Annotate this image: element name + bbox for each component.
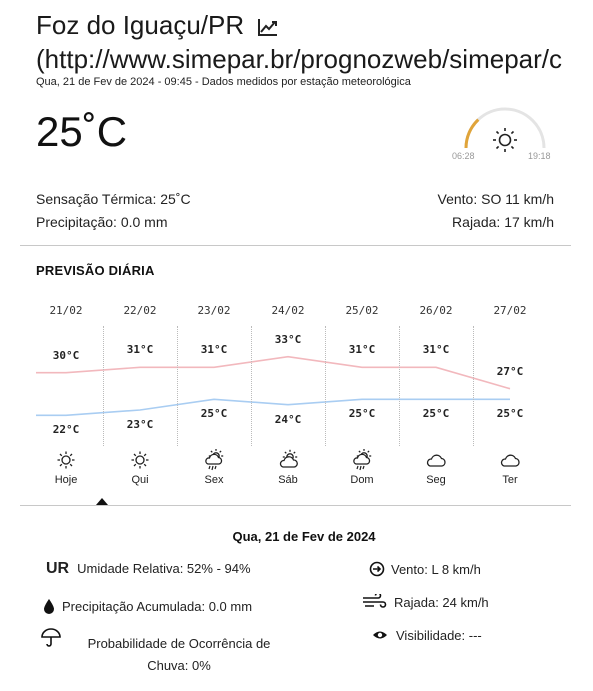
current-wind: Vento: SO 11 km/h <box>437 191 554 207</box>
day-label: Sex <box>204 474 224 486</box>
max-temp-label: 31°C <box>422 343 450 356</box>
detail-wind-row <box>369 561 481 577</box>
rain-prob-line1: Probabilidade de Ocorrência de <box>87 636 271 651</box>
forecast-day-22-02[interactable] <box>103 296 177 496</box>
sunset-time: 19:18 <box>528 151 551 161</box>
gust-wind-icon <box>362 594 388 610</box>
city-name: Foz do Iguaçu/PR <box>36 10 245 40</box>
divider-bottom <box>20 505 571 506</box>
current-gust: Rajada: 17 km/h <box>452 214 554 230</box>
min-temp-label: 25°C <box>496 407 524 420</box>
rain-prob-line2: Chuva: 0% <box>147 658 211 673</box>
max-temp-label: 31°C <box>200 343 228 356</box>
sun-icon <box>55 449 77 471</box>
min-temp-label: 24°C <box>274 413 302 426</box>
feels-like: Sensação Térmica: 25˚C <box>36 191 191 207</box>
sun-cloud-rain-icon <box>203 449 225 471</box>
min-temp-label: 25°C <box>422 407 450 420</box>
city-title <box>36 8 571 76</box>
current-precipitation: Precipitação: 0.0 mm <box>36 214 168 230</box>
day-date: 22/02 <box>123 304 157 317</box>
max-temp-label: 27°C <box>496 365 524 378</box>
day-label: Dom <box>350 474 374 486</box>
daily-forecast-strip <box>36 296 539 506</box>
precip-row <box>42 598 252 614</box>
detail-wind-value: Vento: L 8 km/h <box>391 562 481 577</box>
visibility-row <box>372 628 482 643</box>
daily-forecast-title: PREVISÃO DIÁRIA <box>36 263 155 278</box>
sun-icon <box>129 449 151 471</box>
min-temp-label: 23°C <box>126 418 154 431</box>
ur-icon: UR <box>46 560 70 577</box>
precip-value: Precipitação Acumulada: 0.0 mm <box>62 599 253 614</box>
cloud-icon <box>425 449 447 471</box>
visibility-value: Visibilidade: --- <box>396 628 482 643</box>
forecast-day-23-02[interactable] <box>177 296 251 496</box>
humidity-value: Umidade Relativa: 52% - 94% <box>77 561 251 576</box>
day-date: 25/02 <box>345 304 379 317</box>
forecast-day-26-02[interactable] <box>399 296 473 496</box>
sunrise-time: 06:28 <box>452 151 475 161</box>
humidity-row <box>46 560 251 578</box>
sun-icon <box>493 128 517 152</box>
measurement-subtitle: Qua, 21 de Fev de 2024 - 09:45 - Dados medidos por estação meteorológica <box>36 76 411 88</box>
day-label: Seg <box>426 474 446 486</box>
forecast-day-24-02[interactable] <box>251 296 325 496</box>
day-divider <box>473 326 474 446</box>
selected-day-pointer <box>96 498 108 505</box>
source-url[interactable]: (http://www.simepar.br/prognozweb/simepar/c <box>36 44 562 74</box>
divider-top <box>20 245 571 246</box>
forecast-day-27-02[interactable] <box>473 296 539 496</box>
sun-arc-widget <box>450 100 560 170</box>
wind-direction-icon <box>369 561 385 577</box>
trend-chart-icon[interactable] <box>257 17 279 37</box>
sun-cloud-icon <box>277 449 299 471</box>
sun-cloud-rain-icon <box>351 449 373 471</box>
min-temp-label: 25°C <box>200 407 228 420</box>
droplet-icon <box>42 598 56 614</box>
day-date: 21/02 <box>49 304 83 317</box>
min-temp-label: 22°C <box>52 423 80 436</box>
forecast-day-25-02[interactable] <box>325 296 399 496</box>
eye-icon <box>372 629 388 641</box>
max-temp-label: 33°C <box>274 333 302 346</box>
max-temp-label: 31°C <box>126 343 154 356</box>
day-label: Qui <box>131 474 149 486</box>
day-label: Hoje <box>54 474 78 486</box>
day-label: Sáb <box>278 474 298 486</box>
sun-arc-progress <box>466 120 478 148</box>
day-date: 27/02 <box>493 304 527 317</box>
forecast-day-21-02[interactable] <box>36 296 103 496</box>
max-temp-label: 31°C <box>348 343 376 356</box>
day-label: Ter <box>502 474 518 486</box>
day-date: 23/02 <box>197 304 231 317</box>
max-temp-label: 30°C <box>52 349 80 362</box>
detail-gust-value: Rajada: 24 km/h <box>394 595 489 610</box>
detail-date: Qua, 21 de Fev de 2024 <box>232 529 376 544</box>
day-date: 26/02 <box>419 304 453 317</box>
detail-gust-row <box>362 594 489 610</box>
current-temperature: 25˚C <box>36 108 128 155</box>
day-date: 24/02 <box>271 304 305 317</box>
cloud-icon <box>499 449 521 471</box>
min-temp-label: 25°C <box>348 407 376 420</box>
